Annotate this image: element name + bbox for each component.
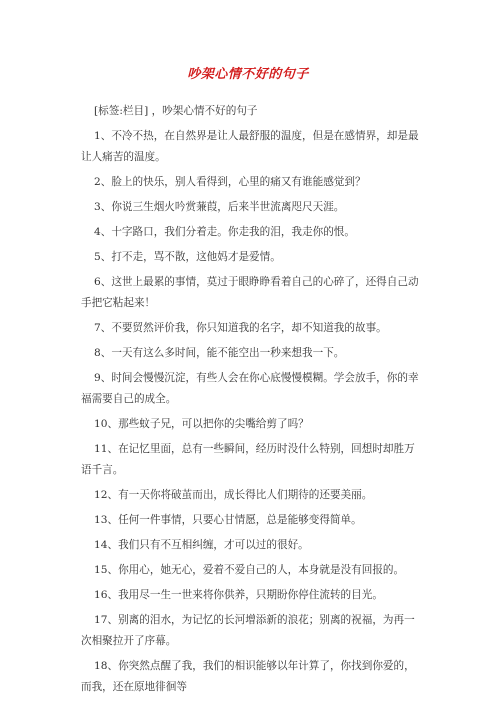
paragraph-16: 16、我用尽一生一世来将你供养，只期盼你停住流转的目光。: [94, 589, 383, 601]
paragraph-3: 3、你说三生烟火吟赏蒹葭，后来半世流离咫尺天涯。: [94, 201, 345, 213]
document-title: 吵架心情不好的句子: [187, 67, 309, 82]
paragraph-9: 9、时间会慢慢沉淀，有些人会在你心底慢慢模糊。学会放手，你的幸福需要自己的成全。: [81, 372, 419, 405]
paragraph-2: 2、脸上的快乐，别人看得到，心里的痛又有谁能感觉到？: [94, 176, 366, 188]
paragraph-7: 7、不要贸然评价我，你只知道我的名字，却不知道我的故事。: [94, 322, 387, 334]
paragraph-18: 18、你突然点醒了我，我们的相识能够以年计算了，你找到你爱的，而我，还在原地徘徊等: [81, 660, 415, 693]
document-body: [81, 101, 421, 702]
paragraph-13: 13、任何一件事情，只要心甘情愿，总是能够变得简单。: [94, 514, 362, 526]
paragraph-14: 14、我们只有不互相纠缠，才可以过的很好。: [94, 539, 309, 551]
paragraph-1: 1、不冷不热，在自然界是让人最舒服的温度，但是在感情界，却是最让人痛苦的温度。: [81, 130, 419, 163]
paragraph-17: 17、别离的泪水，为记忆的长河增添新的浪花；别离的祝福，为再一次相聚拉开了序幕。: [81, 614, 415, 647]
paragraph-15: 15、你用心，她无心，爱着不爱自己的人，本身就是没有回报的。: [94, 564, 405, 576]
paragraph-5: 5、打不走，骂不散，这他妈才是爱情。: [94, 251, 281, 263]
paragraph-12: 12、有一天你将破茧而出，成长得比人们期待的还要美丽。: [94, 489, 373, 501]
paragraph-10: 10、那些蚊子兄，可以把你的尖嘴给剪了吗？: [94, 418, 309, 430]
paragraph-6: 6、这世上最累的事情，莫过于眼睁睁看着自己的心碎了，还得自己动手把它粘起来！: [81, 276, 419, 309]
paragraph-4: 4、十字路口，我们分着走。你走我的泪，我走你的恨。: [94, 226, 355, 238]
paragraph-11: 11、在记忆里面，总有一些瞬间，经历时没什么特别，回想时却胜万语千言。: [81, 443, 415, 476]
paragraph-8: 8、一天有这么多时间，能不能空出一秒来想我一下。: [94, 347, 345, 359]
tag-line: [标签:栏目] ，吵架心情不好的句子: [94, 105, 258, 117]
